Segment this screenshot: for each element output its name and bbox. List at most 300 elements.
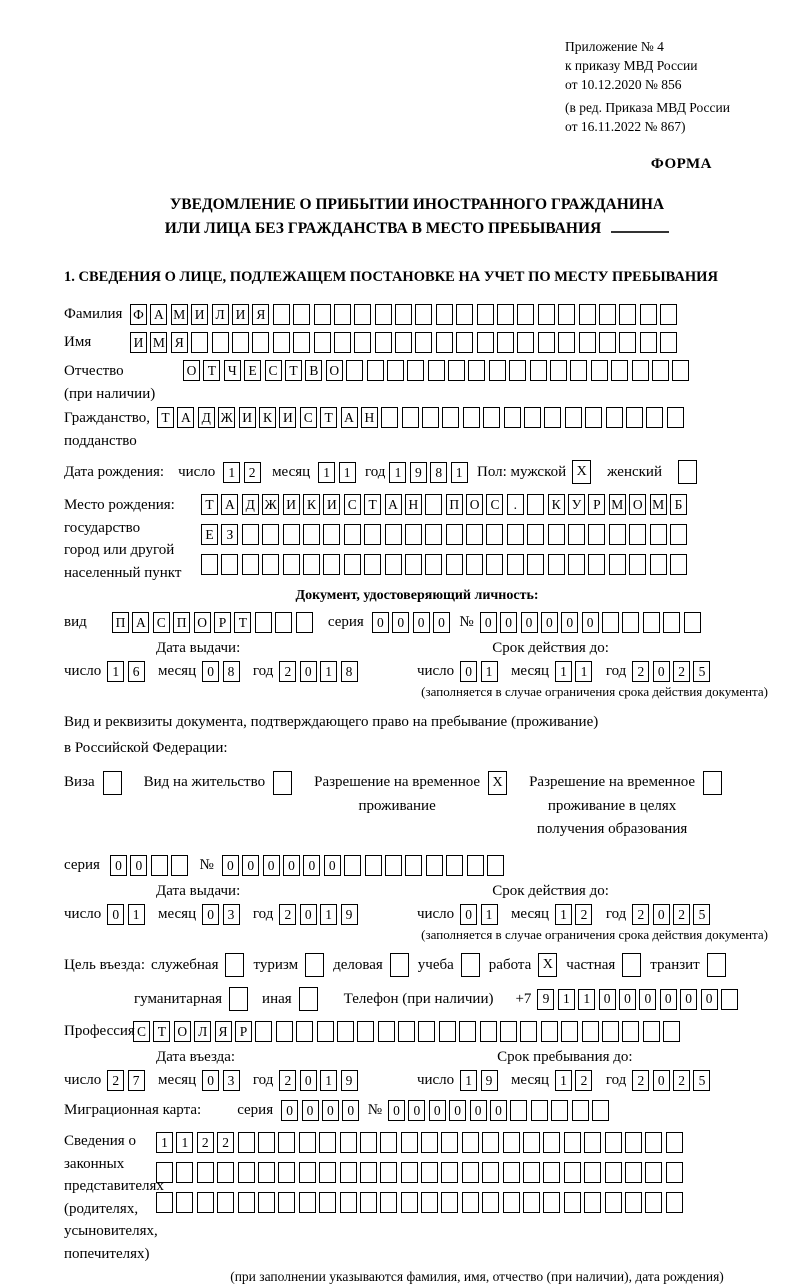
char-box[interactable]: 9 xyxy=(410,462,427,483)
char-box[interactable] xyxy=(276,1021,293,1042)
char-box[interactable] xyxy=(323,524,340,545)
char-box[interactable]: Т xyxy=(157,407,174,428)
char-box[interactable] xyxy=(625,1132,642,1153)
purpose-official-checkbox[interactable] xyxy=(225,953,244,977)
char-box[interactable] xyxy=(663,1021,680,1042)
char-box[interactable] xyxy=(629,524,646,545)
char-box[interactable] xyxy=(602,1021,619,1042)
char-box[interactable]: 9 xyxy=(481,1070,498,1091)
char-box[interactable] xyxy=(468,360,485,381)
char-box[interactable] xyxy=(625,1162,642,1183)
char-box[interactable] xyxy=(570,360,587,381)
char-box[interactable] xyxy=(176,1162,193,1183)
char-box[interactable] xyxy=(364,554,381,575)
char-box[interactable]: 1 xyxy=(339,462,356,483)
char-box[interactable]: 0 xyxy=(372,612,389,633)
char-box[interactable] xyxy=(405,554,422,575)
char-box[interactable] xyxy=(221,554,238,575)
sex-female-checkbox[interactable] xyxy=(678,460,697,484)
char-box[interactable] xyxy=(503,1162,520,1183)
char-box[interactable] xyxy=(497,332,514,353)
char-box[interactable] xyxy=(572,1100,589,1121)
char-box[interactable] xyxy=(380,1132,397,1153)
char-box[interactable] xyxy=(538,332,555,353)
char-box[interactable] xyxy=(579,304,596,325)
char-box[interactable]: 0 xyxy=(639,989,656,1010)
char-box[interactable]: И xyxy=(232,304,249,325)
char-box[interactable] xyxy=(646,407,663,428)
char-box[interactable]: А xyxy=(132,612,149,633)
char-box[interactable]: А xyxy=(177,407,194,428)
char-box[interactable]: 2 xyxy=(632,1070,649,1091)
char-box[interactable]: 0 xyxy=(460,661,477,682)
char-box[interactable] xyxy=(293,304,310,325)
char-box[interactable]: 1 xyxy=(555,661,572,682)
char-box[interactable] xyxy=(588,554,605,575)
char-box[interactable] xyxy=(544,407,561,428)
char-box[interactable] xyxy=(385,524,402,545)
char-box[interactable] xyxy=(255,612,272,633)
char-box[interactable]: 0 xyxy=(322,1100,339,1121)
char-box[interactable] xyxy=(242,554,259,575)
char-box[interactable]: З xyxy=(221,524,238,545)
char-box[interactable]: Я xyxy=(171,332,188,353)
char-box[interactable] xyxy=(660,304,677,325)
char-box[interactable] xyxy=(344,554,361,575)
purpose-study-checkbox[interactable] xyxy=(461,953,480,977)
char-box[interactable]: Е xyxy=(244,360,261,381)
char-box[interactable] xyxy=(483,407,500,428)
char-box[interactable] xyxy=(354,332,371,353)
char-box[interactable]: Д xyxy=(198,407,215,428)
char-box[interactable] xyxy=(684,612,701,633)
char-box[interactable] xyxy=(278,1162,295,1183)
char-box[interactable]: 0 xyxy=(561,612,578,633)
char-box[interactable] xyxy=(439,1021,456,1042)
char-box[interactable] xyxy=(441,1162,458,1183)
char-box[interactable]: Т xyxy=(153,1021,170,1042)
char-box[interactable]: И xyxy=(283,494,300,515)
char-box[interactable]: У xyxy=(568,494,585,515)
char-box[interactable] xyxy=(666,1162,683,1183)
char-box[interactable] xyxy=(421,1162,438,1183)
char-box[interactable] xyxy=(584,1162,601,1183)
char-box[interactable]: М xyxy=(150,332,167,353)
char-box[interactable]: П xyxy=(446,494,463,515)
char-box[interactable]: 3 xyxy=(223,1070,240,1091)
char-box[interactable]: 3 xyxy=(223,904,240,925)
char-box[interactable]: 1 xyxy=(481,904,498,925)
char-box[interactable] xyxy=(482,1162,499,1183)
purpose-work-checkbox[interactable]: X xyxy=(538,953,557,977)
char-box[interactable] xyxy=(503,1132,520,1153)
char-box[interactable] xyxy=(548,524,565,545)
char-box[interactable] xyxy=(462,1132,479,1153)
char-box[interactable] xyxy=(605,1162,622,1183)
char-box[interactable] xyxy=(456,304,473,325)
char-box[interactable] xyxy=(510,1100,527,1121)
char-box[interactable] xyxy=(463,407,480,428)
char-box[interactable] xyxy=(497,304,514,325)
char-box[interactable]: 0 xyxy=(324,855,341,876)
char-box[interactable] xyxy=(401,1132,418,1153)
visa-checkbox[interactable] xyxy=(103,771,122,795)
char-box[interactable] xyxy=(278,1132,295,1153)
char-box[interactable] xyxy=(652,360,669,381)
char-box[interactable] xyxy=(262,554,279,575)
char-box[interactable]: 0 xyxy=(202,1070,219,1091)
char-box[interactable]: 2 xyxy=(217,1132,234,1153)
char-box[interactable] xyxy=(340,1192,357,1213)
char-box[interactable]: 1 xyxy=(389,462,406,483)
char-box[interactable]: 0 xyxy=(521,612,538,633)
char-box[interactable] xyxy=(415,332,432,353)
char-box[interactable]: К xyxy=(303,494,320,515)
char-box[interactable]: 5 xyxy=(693,661,710,682)
char-box[interactable] xyxy=(543,1162,560,1183)
char-box[interactable]: 0 xyxy=(263,855,280,876)
char-box[interactable]: 1 xyxy=(223,462,240,483)
char-box[interactable] xyxy=(314,332,331,353)
char-box[interactable]: 0 xyxy=(433,612,450,633)
char-box[interactable] xyxy=(599,304,616,325)
char-box[interactable]: 1 xyxy=(176,1132,193,1153)
char-box[interactable] xyxy=(344,855,361,876)
char-box[interactable] xyxy=(299,1132,316,1153)
char-box[interactable] xyxy=(344,524,361,545)
char-box[interactable]: О xyxy=(629,494,646,515)
char-box[interactable] xyxy=(660,332,677,353)
char-box[interactable] xyxy=(401,1162,418,1183)
char-box[interactable] xyxy=(238,1192,255,1213)
char-box[interactable]: 6 xyxy=(128,661,145,682)
char-box[interactable]: 2 xyxy=(632,904,649,925)
char-box[interactable] xyxy=(299,1192,316,1213)
char-box[interactable] xyxy=(564,1162,581,1183)
char-box[interactable]: 1 xyxy=(320,661,337,682)
char-box[interactable] xyxy=(629,554,646,575)
char-box[interactable]: 1 xyxy=(481,661,498,682)
char-box[interactable] xyxy=(436,304,453,325)
purpose-business-checkbox[interactable] xyxy=(390,953,409,977)
char-box[interactable] xyxy=(588,524,605,545)
char-box[interactable]: К xyxy=(548,494,565,515)
char-box[interactable]: Т xyxy=(234,612,251,633)
char-box[interactable]: 1 xyxy=(318,462,335,483)
char-box[interactable]: О xyxy=(194,612,211,633)
char-box[interactable] xyxy=(405,524,422,545)
char-box[interactable] xyxy=(262,524,279,545)
char-box[interactable]: 2 xyxy=(279,1070,296,1091)
char-box[interactable] xyxy=(609,554,626,575)
char-box[interactable]: Ч xyxy=(224,360,241,381)
char-box[interactable] xyxy=(360,1162,377,1183)
char-box[interactable] xyxy=(568,554,585,575)
char-box[interactable]: 2 xyxy=(197,1132,214,1153)
char-box[interactable] xyxy=(643,1021,660,1042)
char-box[interactable] xyxy=(584,1132,601,1153)
char-box[interactable] xyxy=(283,554,300,575)
char-box[interactable]: 2 xyxy=(575,1070,592,1091)
char-box[interactable]: 0 xyxy=(130,855,147,876)
char-box[interactable]: 0 xyxy=(429,1100,446,1121)
char-box[interactable] xyxy=(619,332,636,353)
char-box[interactable] xyxy=(337,1021,354,1042)
char-box[interactable] xyxy=(611,360,628,381)
char-box[interactable]: Л xyxy=(194,1021,211,1042)
char-box[interactable] xyxy=(543,1132,560,1153)
char-box[interactable]: И xyxy=(191,304,208,325)
char-box[interactable]: С xyxy=(265,360,282,381)
char-box[interactable] xyxy=(670,554,687,575)
char-box[interactable] xyxy=(171,855,188,876)
char-box[interactable] xyxy=(477,332,494,353)
char-box[interactable]: М xyxy=(171,304,188,325)
char-box[interactable]: Т xyxy=(285,360,302,381)
char-box[interactable]: 2 xyxy=(244,462,261,483)
char-box[interactable] xyxy=(509,360,526,381)
char-box[interactable]: 0 xyxy=(202,904,219,925)
char-box[interactable] xyxy=(602,612,619,633)
char-box[interactable] xyxy=(507,554,524,575)
char-box[interactable]: 1 xyxy=(107,661,124,682)
char-box[interactable] xyxy=(398,1021,415,1042)
char-box[interactable]: 0 xyxy=(388,1100,405,1121)
char-box[interactable]: 0 xyxy=(701,989,718,1010)
char-box[interactable] xyxy=(605,1132,622,1153)
char-box[interactable] xyxy=(467,855,484,876)
char-box[interactable]: 8 xyxy=(430,462,447,483)
char-box[interactable] xyxy=(568,524,585,545)
char-box[interactable]: 1 xyxy=(128,904,145,925)
char-box[interactable] xyxy=(517,332,534,353)
char-box[interactable] xyxy=(380,1162,397,1183)
char-box[interactable] xyxy=(500,1021,517,1042)
char-box[interactable] xyxy=(317,1021,334,1042)
char-box[interactable]: 0 xyxy=(300,904,317,925)
char-box[interactable]: 5 xyxy=(693,1070,710,1091)
char-box[interactable]: 0 xyxy=(653,904,670,925)
char-box[interactable] xyxy=(375,332,392,353)
char-box[interactable]: С xyxy=(153,612,170,633)
char-box[interactable]: 0 xyxy=(413,612,430,633)
char-box[interactable]: Т xyxy=(203,360,220,381)
char-box[interactable] xyxy=(426,855,443,876)
char-box[interactable] xyxy=(296,1021,313,1042)
char-box[interactable] xyxy=(278,1192,295,1213)
char-box[interactable] xyxy=(579,332,596,353)
sex-male-checkbox[interactable]: X xyxy=(572,460,591,484)
char-box[interactable] xyxy=(176,1192,193,1213)
char-box[interactable] xyxy=(448,360,465,381)
char-box[interactable]: 0 xyxy=(300,1070,317,1091)
char-box[interactable]: А xyxy=(221,494,238,515)
char-box[interactable] xyxy=(191,332,208,353)
char-box[interactable] xyxy=(303,524,320,545)
char-box[interactable] xyxy=(582,1021,599,1042)
char-box[interactable] xyxy=(565,407,582,428)
char-box[interactable] xyxy=(275,612,292,633)
char-box[interactable] xyxy=(523,1132,540,1153)
char-box[interactable] xyxy=(273,332,290,353)
char-box[interactable] xyxy=(441,1132,458,1153)
char-box[interactable] xyxy=(558,332,575,353)
char-box[interactable] xyxy=(283,524,300,545)
char-box[interactable] xyxy=(591,360,608,381)
char-box[interactable] xyxy=(643,612,660,633)
char-box[interactable]: С xyxy=(486,494,503,515)
char-box[interactable]: 1 xyxy=(460,1070,477,1091)
char-box[interactable] xyxy=(666,1132,683,1153)
char-box[interactable] xyxy=(380,1192,397,1213)
char-box[interactable] xyxy=(531,1100,548,1121)
char-box[interactable]: А xyxy=(341,407,358,428)
char-box[interactable] xyxy=(405,855,422,876)
char-box[interactable]: 1 xyxy=(575,661,592,682)
char-box[interactable] xyxy=(296,612,313,633)
char-box[interactable]: 0 xyxy=(283,855,300,876)
char-box[interactable] xyxy=(273,304,290,325)
char-box[interactable] xyxy=(561,1021,578,1042)
char-box[interactable] xyxy=(456,332,473,353)
char-box[interactable]: 0 xyxy=(303,855,320,876)
char-box[interactable] xyxy=(477,304,494,325)
char-box[interactable] xyxy=(418,1021,435,1042)
char-box[interactable] xyxy=(640,304,657,325)
char-box[interactable] xyxy=(446,554,463,575)
char-box[interactable] xyxy=(564,1132,581,1153)
purpose-private-checkbox[interactable] xyxy=(622,953,641,977)
char-box[interactable] xyxy=(340,1162,357,1183)
char-box[interactable] xyxy=(625,1192,642,1213)
char-box[interactable] xyxy=(323,554,340,575)
char-box[interactable] xyxy=(446,524,463,545)
char-box[interactable] xyxy=(428,360,445,381)
char-box[interactable] xyxy=(504,407,521,428)
char-box[interactable] xyxy=(238,1162,255,1183)
char-box[interactable] xyxy=(360,1132,377,1153)
char-box[interactable] xyxy=(523,1162,540,1183)
residence-permit-checkbox[interactable] xyxy=(273,771,292,795)
char-box[interactable] xyxy=(551,1100,568,1121)
char-box[interactable]: 0 xyxy=(302,1100,319,1121)
char-box[interactable] xyxy=(466,554,483,575)
char-box[interactable] xyxy=(401,1192,418,1213)
char-box[interactable]: 1 xyxy=(555,904,572,925)
char-box[interactable] xyxy=(365,855,382,876)
char-box[interactable]: А xyxy=(150,304,167,325)
char-box[interactable] xyxy=(402,407,419,428)
char-box[interactable]: Л xyxy=(212,304,229,325)
char-box[interactable]: О xyxy=(326,360,343,381)
char-box[interactable]: О xyxy=(183,360,200,381)
char-box[interactable] xyxy=(645,1192,662,1213)
char-box[interactable] xyxy=(346,360,363,381)
char-box[interactable]: Б xyxy=(670,494,687,515)
char-box[interactable]: 0 xyxy=(281,1100,298,1121)
char-box[interactable] xyxy=(527,524,544,545)
char-box[interactable]: 0 xyxy=(222,855,239,876)
char-box[interactable]: Д xyxy=(242,494,259,515)
char-box[interactable]: 2 xyxy=(279,661,296,682)
blank-underline[interactable] xyxy=(611,231,669,233)
purpose-other-checkbox[interactable] xyxy=(299,987,318,1011)
char-box[interactable] xyxy=(258,1132,275,1153)
char-box[interactable]: 1 xyxy=(320,904,337,925)
purpose-humanitarian-checkbox[interactable] xyxy=(229,987,248,1011)
char-box[interactable] xyxy=(395,304,412,325)
char-box[interactable] xyxy=(197,1162,214,1183)
char-box[interactable] xyxy=(441,1192,458,1213)
char-box[interactable] xyxy=(640,332,657,353)
temp-residence-education-checkbox[interactable] xyxy=(703,771,722,795)
char-box[interactable] xyxy=(585,407,602,428)
char-box[interactable] xyxy=(524,407,541,428)
char-box[interactable] xyxy=(319,1132,336,1153)
char-box[interactable]: 1 xyxy=(578,989,595,1010)
char-box[interactable] xyxy=(415,304,432,325)
char-box[interactable]: Т xyxy=(364,494,381,515)
char-box[interactable]: 0 xyxy=(660,989,677,1010)
char-box[interactable] xyxy=(538,304,555,325)
char-box[interactable]: 0 xyxy=(680,989,697,1010)
char-box[interactable] xyxy=(650,524,667,545)
char-box[interactable] xyxy=(466,524,483,545)
char-box[interactable]: И xyxy=(239,407,256,428)
char-box[interactable] xyxy=(462,1192,479,1213)
char-box[interactable] xyxy=(626,407,643,428)
char-box[interactable]: П xyxy=(112,612,129,633)
char-box[interactable] xyxy=(364,524,381,545)
char-box[interactable]: 0 xyxy=(342,1100,359,1121)
char-box[interactable] xyxy=(489,360,506,381)
char-box[interactable] xyxy=(360,1192,377,1213)
char-box[interactable] xyxy=(319,1192,336,1213)
char-box[interactable]: М xyxy=(609,494,626,515)
char-box[interactable] xyxy=(645,1132,662,1153)
char-box[interactable]: 2 xyxy=(673,1070,690,1091)
char-box[interactable]: 0 xyxy=(202,661,219,682)
char-box[interactable] xyxy=(381,407,398,428)
char-box[interactable] xyxy=(252,332,269,353)
char-box[interactable] xyxy=(255,1021,272,1042)
char-box[interactable] xyxy=(523,1192,540,1213)
char-box[interactable] xyxy=(606,407,623,428)
char-box[interactable]: 9 xyxy=(537,989,554,1010)
char-box[interactable]: 2 xyxy=(632,661,649,682)
char-box[interactable]: 0 xyxy=(470,1100,487,1121)
char-box[interactable] xyxy=(422,407,439,428)
char-box[interactable]: К xyxy=(259,407,276,428)
char-box[interactable] xyxy=(395,332,412,353)
char-box[interactable]: 8 xyxy=(223,661,240,682)
char-box[interactable] xyxy=(238,1132,255,1153)
char-box[interactable]: 8 xyxy=(341,661,358,682)
char-box[interactable] xyxy=(527,554,544,575)
temp-residence-checkbox[interactable]: X xyxy=(488,771,507,795)
char-box[interactable]: 5 xyxy=(693,904,710,925)
char-box[interactable]: 2 xyxy=(107,1070,124,1091)
char-box[interactable] xyxy=(407,360,424,381)
char-box[interactable]: О xyxy=(466,494,483,515)
char-box[interactable] xyxy=(425,494,442,515)
char-box[interactable]: В xyxy=(305,360,322,381)
char-box[interactable] xyxy=(548,554,565,575)
char-box[interactable]: 2 xyxy=(279,904,296,925)
char-box[interactable]: 1 xyxy=(558,989,575,1010)
char-box[interactable] xyxy=(462,1162,479,1183)
char-box[interactable] xyxy=(650,554,667,575)
